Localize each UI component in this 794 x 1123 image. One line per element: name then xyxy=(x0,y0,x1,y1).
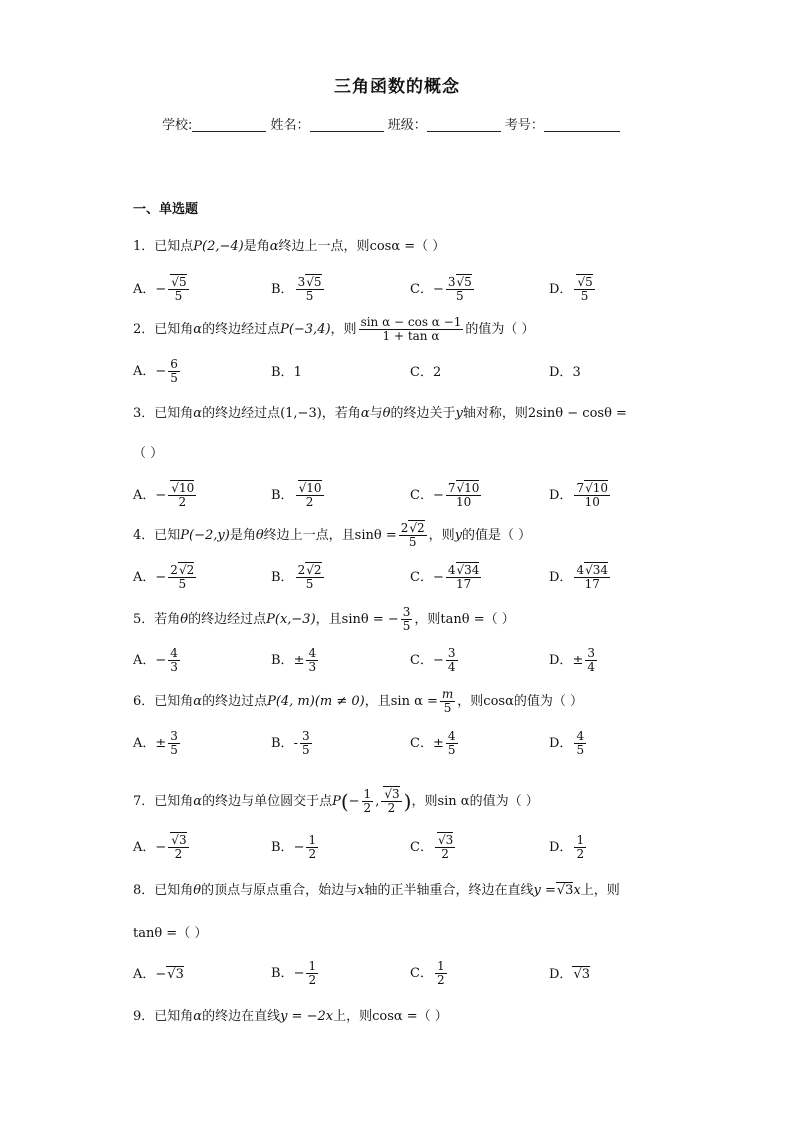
q8-option-d[interactable] xyxy=(549,966,590,984)
fraction-denominator: 2 xyxy=(436,973,445,988)
q7-point-x xyxy=(362,788,374,815)
fraction-numerator: sin α − cos α −1 xyxy=(360,315,462,329)
q3-alpha: α xyxy=(360,406,370,421)
q5-expr: sinθ = − xyxy=(341,612,399,628)
q5-fraction xyxy=(401,606,413,633)
name-label: 姓名： xyxy=(270,118,310,133)
q4-expr: sinθ = xyxy=(354,528,397,544)
fraction-denominator: 2 xyxy=(308,847,317,862)
option-fraction xyxy=(574,482,610,509)
question-5 xyxy=(133,606,515,633)
school-blank[interactable] xyxy=(192,117,266,132)
fraction-numerator: √ 3 xyxy=(383,786,399,801)
q4-point: P(−2,y) xyxy=(180,528,230,544)
q4-text: 4．已知 xyxy=(133,528,181,544)
q3-expr: 2sinθ − cosθ = xyxy=(527,406,627,421)
q4-option-a[interactable] xyxy=(133,564,198,591)
class-blank[interactable] xyxy=(427,117,501,132)
fraction-denominator: 2 xyxy=(441,847,449,862)
number-label: 考号： xyxy=(504,118,544,133)
q5-text: ，则 xyxy=(414,612,441,628)
q6-option-a[interactable] xyxy=(133,730,182,757)
option-letter: C． xyxy=(410,282,433,298)
option-fraction xyxy=(446,564,482,591)
q6-expr: cosα xyxy=(483,694,514,710)
option-sign: − xyxy=(432,653,444,669)
q5-expr: tanθ =（ ） xyxy=(440,612,515,628)
option-letter: A． xyxy=(133,570,156,586)
question-3-line2: （ ） xyxy=(133,446,164,461)
option-letter: D． xyxy=(549,282,573,298)
fraction-denominator: 2 xyxy=(576,847,585,862)
option-fraction xyxy=(168,276,188,303)
option-sign: ± xyxy=(155,736,167,752)
fraction-numerator: 1 xyxy=(308,833,317,847)
fraction-numerator: 4 xyxy=(576,729,585,743)
option-sign: − xyxy=(155,967,167,982)
school-label: 学校: xyxy=(162,118,193,133)
option-sign: − xyxy=(155,488,167,504)
q7-point-y xyxy=(381,788,401,815)
option-letter: A． xyxy=(133,967,156,982)
q7-alpha: α xyxy=(193,794,203,810)
q6-fraction xyxy=(440,688,455,715)
q5-option-a[interactable] xyxy=(133,647,182,674)
q4-text: 终边上一点，且 xyxy=(263,528,355,544)
option-fraction xyxy=(296,276,324,303)
option-fraction xyxy=(574,730,586,757)
fraction-numerator: 4√ 34 xyxy=(576,562,608,577)
option-sign: − xyxy=(155,282,167,298)
option-fraction xyxy=(306,647,318,674)
q1-expr: cosα =（ ） xyxy=(369,239,446,254)
q7-text: 7．已知角 xyxy=(133,794,194,810)
fraction-numerator: √ 10 xyxy=(170,480,194,495)
q7-option-c[interactable] xyxy=(410,834,457,861)
fraction-denominator: 5 xyxy=(408,535,417,550)
option-fraction xyxy=(300,730,312,757)
fraction-numerator: √ 5 xyxy=(576,274,592,289)
q1-text: 1．已知点 xyxy=(133,239,194,254)
option-letter: C． xyxy=(410,840,433,856)
option-letter: D． xyxy=(549,488,573,504)
option-letter: C． xyxy=(410,966,433,982)
fraction-numerator: 4 xyxy=(170,646,178,660)
fraction-numerator: m xyxy=(441,687,454,701)
option-fraction xyxy=(306,960,318,987)
option-sign: − xyxy=(432,488,444,504)
option-letter: A． xyxy=(133,364,156,380)
q4-text: 的值是（ ） xyxy=(462,528,532,544)
q2-alpha: α xyxy=(193,322,203,338)
fraction-denominator: 5 xyxy=(456,289,464,304)
q5-option-b[interactable] xyxy=(271,647,320,674)
q9-text: 的终边在直线 xyxy=(202,1009,281,1024)
option-fraction xyxy=(168,358,180,385)
fraction-numerator: √ 5 xyxy=(170,274,186,289)
fraction-denominator: 2 xyxy=(174,847,183,862)
q3-theta: θ xyxy=(382,406,391,421)
question-2 xyxy=(133,316,535,343)
fraction-numerator: 2√ 2 xyxy=(401,520,425,535)
q9-text: 上，则 xyxy=(333,1009,373,1024)
fraction-denominator: 3 xyxy=(170,660,178,675)
q3-text: 与 xyxy=(369,406,383,421)
fraction-numerator: 7√ 10 xyxy=(448,480,480,495)
option-sign: ± xyxy=(432,736,444,752)
q6-expr: sin α = xyxy=(390,694,438,710)
q4-fraction xyxy=(399,522,427,549)
option-value: 3 xyxy=(572,365,581,380)
q8-text: 上，则 xyxy=(580,883,620,898)
fraction-numerator: 1 xyxy=(576,833,585,847)
q8-x: x xyxy=(357,883,365,898)
question-8-line2: tanθ =（ ） xyxy=(133,926,208,941)
option-letter: D． xyxy=(549,653,573,669)
q2-point: P(−3,4) xyxy=(280,322,331,338)
q5-option-c[interactable] xyxy=(410,647,460,674)
fraction-numerator: 1 xyxy=(363,787,372,801)
fraction-denominator: 2 xyxy=(387,801,396,816)
option-fraction xyxy=(296,564,324,591)
option-sign: − xyxy=(432,282,444,298)
fraction-numerator: 3 xyxy=(301,729,310,743)
fraction-denominator: 2 xyxy=(305,495,314,510)
option-letter: D． xyxy=(549,967,573,982)
option-fraction xyxy=(585,647,597,674)
option-letter: C． xyxy=(410,736,433,752)
section-heading: 一、单选题 xyxy=(133,202,199,217)
q7-point-label: P xyxy=(332,794,341,810)
q5-text: 5．若角 xyxy=(133,612,181,628)
option-letter: B． xyxy=(271,488,294,504)
option-fraction xyxy=(168,564,196,591)
fraction-numerator: 1 xyxy=(436,959,445,973)
option-fraction xyxy=(168,730,180,757)
option-fraction xyxy=(446,647,458,674)
fraction-denominator: 4 xyxy=(447,660,456,675)
question-3 xyxy=(133,405,627,423)
student-info-line xyxy=(162,114,642,133)
option-fraction xyxy=(446,482,482,509)
q1-text: 是角 xyxy=(243,239,270,254)
q3-text: 3．已知角 xyxy=(133,406,194,421)
q8-option-a[interactable] xyxy=(133,966,184,984)
option-fraction xyxy=(296,482,324,509)
q2-option-a[interactable] xyxy=(133,358,182,385)
option-fraction xyxy=(168,834,188,861)
q2-option-b[interactable] xyxy=(271,364,302,382)
q6-point: P(4, m)(m ≠ 0) xyxy=(267,694,365,710)
question-1 xyxy=(133,238,445,256)
option-sign: − xyxy=(155,364,167,380)
q5-point: P(x,−3) xyxy=(266,612,316,628)
fraction-denominator: 2 xyxy=(308,973,317,988)
q1-option-d[interactable] xyxy=(549,276,597,303)
fraction-denominator: 5 xyxy=(305,289,314,304)
q5-theta: θ xyxy=(180,612,189,628)
q9-alpha: α xyxy=(193,1009,203,1024)
q7-option-a[interactable] xyxy=(133,834,191,861)
q8-text: 的顶点与原点重合，始边与 xyxy=(201,883,358,898)
option-letter: B． xyxy=(271,653,294,669)
q6-text: ，则 xyxy=(457,694,484,710)
q1-option-a[interactable] xyxy=(133,276,191,303)
q3-option-d[interactable] xyxy=(549,482,612,509)
q7-option-b[interactable] xyxy=(271,834,320,861)
option-letter: C． xyxy=(410,570,433,586)
q6-text: 6．已知角 xyxy=(133,694,194,710)
option-fraction xyxy=(574,564,610,591)
fraction-numerator: 3 xyxy=(587,646,595,660)
name-blank[interactable] xyxy=(310,117,384,132)
option-sign: − xyxy=(432,570,444,586)
option-sign: ± xyxy=(293,653,305,669)
fraction-numerator: 7√ 10 xyxy=(576,480,608,495)
option-sign: ± xyxy=(572,653,584,669)
fraction-denominator: 5 xyxy=(447,743,456,758)
q7-expr: sin α xyxy=(437,794,470,810)
option-letter: B． xyxy=(271,840,294,856)
option-fraction xyxy=(306,834,318,861)
option-sign: − xyxy=(293,966,305,982)
q1-point: P(2,−4) xyxy=(193,239,244,254)
q6-option-d[interactable] xyxy=(549,730,588,757)
option-letter: B． xyxy=(271,736,294,752)
q1-text: 终边上一点，则 xyxy=(278,239,370,254)
option-letter: D． xyxy=(549,365,573,380)
fraction-denominator: 5 xyxy=(580,289,589,304)
option-fraction xyxy=(574,834,586,861)
q4-option-d[interactable] xyxy=(549,564,612,591)
fraction-denominator: 5 xyxy=(305,577,314,592)
q3-y: y xyxy=(455,406,463,421)
question-4 xyxy=(133,522,531,549)
fraction-denominator: 2 xyxy=(178,495,187,510)
q5-option-d[interactable] xyxy=(549,647,599,674)
q4-option-c[interactable] xyxy=(410,564,483,591)
q6-text: 的终边过点 xyxy=(202,694,268,710)
option-letter: C． xyxy=(410,653,433,669)
fraction-denominator: 10 xyxy=(584,495,600,510)
q7-text: ，则 xyxy=(411,794,438,810)
option-letter: A． xyxy=(133,653,156,669)
fraction-denominator: 2 xyxy=(363,801,372,816)
option-letter: D． xyxy=(549,840,573,856)
fraction-numerator: 4 xyxy=(447,729,456,743)
option-letter: A． xyxy=(133,840,156,856)
fraction-numerator: 3 xyxy=(447,646,456,660)
option-fraction xyxy=(435,834,455,861)
fraction-denominator: 5 xyxy=(301,743,310,758)
q1-alpha: α xyxy=(269,239,279,254)
q3-option-b[interactable] xyxy=(271,482,326,509)
q4-text: 是角 xyxy=(229,528,256,544)
fraction-numerator: √ 3 xyxy=(437,832,453,847)
question-6 xyxy=(133,688,583,715)
option-letter: C． xyxy=(410,488,433,504)
q8-x: x xyxy=(573,883,581,898)
question-7: 7．已知角α的终边与单位圆交于点P(− $\frac{1}{2}$ , √ $\frac{3}{2}$ )，则sin α的值为（ ） xyxy=(133,788,539,815)
option-fraction xyxy=(168,482,196,509)
fraction-numerator: 4 xyxy=(308,646,317,660)
q2-option-d[interactable] xyxy=(549,364,581,382)
number-blank[interactable] xyxy=(544,117,620,132)
q9-line-eq: y = −2x xyxy=(280,1009,334,1024)
option-fraction xyxy=(435,960,447,987)
fraction-denominator: 5 xyxy=(178,577,187,592)
fraction-numerator: 3 xyxy=(170,729,178,743)
fraction-denominator: 4 xyxy=(587,660,595,675)
option-sign: − xyxy=(155,840,167,856)
q7-text: 的值为（ ） xyxy=(469,794,539,810)
q2-option-c[interactable] xyxy=(410,364,441,382)
q7-option-d[interactable] xyxy=(549,834,588,861)
option-radical: √ 3 xyxy=(166,966,184,982)
fraction-numerator: √ 3 xyxy=(170,832,186,847)
fraction-denominator: 5 xyxy=(170,371,178,386)
option-letter: A． xyxy=(133,736,156,752)
question-9 xyxy=(133,1008,448,1026)
fraction-numerator: 2√ 2 xyxy=(170,562,194,577)
q3-text: 轴对称，则 xyxy=(462,406,528,421)
fraction-denominator: 5 xyxy=(443,701,452,716)
option-letter: D． xyxy=(549,570,573,586)
q3-alpha: α xyxy=(193,406,203,421)
q3-text: 的终边经过点 xyxy=(202,406,281,421)
fraction-numerator: √ 10 xyxy=(298,480,322,495)
q3-text: 的终边关于 xyxy=(390,406,456,421)
q8-theta: θ xyxy=(193,883,202,898)
option-fraction xyxy=(446,276,474,303)
q6-option-c[interactable] xyxy=(410,730,460,757)
q8-text: 8．已知角 xyxy=(133,883,194,898)
q2-fraction xyxy=(359,316,464,343)
option-letter: B． xyxy=(271,282,294,298)
fraction-numerator: 6 xyxy=(170,357,178,371)
option-fraction xyxy=(446,730,458,757)
q8-option-b[interactable] xyxy=(271,960,320,987)
fraction-denominator: 10 xyxy=(456,495,472,510)
page-title: 三角函数的概念 xyxy=(334,77,460,97)
q7-text: 的终边与单位圆交于点 xyxy=(202,794,333,810)
q2-text: 的终边经过点 xyxy=(202,322,281,338)
option-letter: C． xyxy=(410,365,433,380)
option-radical: √ 3 xyxy=(572,966,590,982)
q5-text: 的终边经过点 xyxy=(188,612,267,628)
option-letter: B． xyxy=(271,570,294,586)
q8-radical: √ 3 xyxy=(556,882,574,898)
option-sign: - xyxy=(293,736,298,752)
option-value: 2 xyxy=(432,365,442,380)
fraction-numerator: 3 xyxy=(402,605,411,619)
q4-text: ，则 xyxy=(428,528,455,544)
q4-y: y xyxy=(454,528,463,544)
q8-option-c[interactable] xyxy=(410,960,449,987)
q3-text: ，若角 xyxy=(321,406,361,421)
option-sign: − xyxy=(293,840,305,856)
fraction-denominator: 5 xyxy=(576,743,585,758)
q2-text: 的值为（ ） xyxy=(465,322,535,338)
option-letter: B． xyxy=(271,365,294,380)
q2-text: 2．已知角 xyxy=(133,322,194,338)
fraction-denominator: 17 xyxy=(456,577,472,592)
option-letter: A． xyxy=(133,282,156,298)
fraction-numerator: 4√ 34 xyxy=(448,562,480,577)
option-letter: A． xyxy=(133,488,156,504)
q1-option-b[interactable] xyxy=(271,276,326,303)
fraction-numerator: 3√ 5 xyxy=(298,274,322,289)
q6-option-b[interactable] xyxy=(271,730,314,757)
q6-text: ，且 xyxy=(364,694,391,710)
q9-text: 9．已知角 xyxy=(133,1009,194,1024)
q3-option-c[interactable] xyxy=(410,482,483,509)
q9-expr: cosα =（ ） xyxy=(372,1009,448,1024)
q6-text: 的值为（ ） xyxy=(513,694,583,710)
option-fraction xyxy=(574,276,594,303)
q3-option-a[interactable] xyxy=(133,482,198,509)
q8-text: 轴的正半轴重合，终边在直线 xyxy=(364,883,534,898)
fraction-denominator: 1 + tan α xyxy=(382,329,440,344)
option-fraction xyxy=(168,647,180,674)
q2-text: ，则 xyxy=(330,322,357,338)
question-8 xyxy=(133,882,620,900)
option-letter: D． xyxy=(549,736,573,752)
fraction-denominator: 17 xyxy=(584,577,600,592)
fraction-denominator: 3 xyxy=(308,660,317,675)
class-label: 班级： xyxy=(387,118,427,133)
fraction-denominator: 5 xyxy=(170,743,178,758)
q5-text: ，且 xyxy=(315,612,342,628)
q4-theta: θ xyxy=(255,528,264,544)
fraction-numerator: 2√ 2 xyxy=(298,562,322,577)
option-value: 1 xyxy=(293,365,302,380)
fraction-numerator: 1 xyxy=(308,959,317,973)
option-sign: − xyxy=(155,653,167,669)
q3-point: (1,−3) xyxy=(280,406,322,421)
fraction-numerator: 3√ 5 xyxy=(448,274,472,289)
fraction-denominator: 5 xyxy=(402,619,411,634)
option-letter: B． xyxy=(271,966,294,982)
q6-alpha: α xyxy=(193,694,203,710)
q4-option-b[interactable] xyxy=(271,564,326,591)
q8-expr: y = xyxy=(533,883,556,898)
q1-option-c[interactable] xyxy=(410,276,476,303)
fraction-denominator: 5 xyxy=(174,289,183,304)
option-sign: − xyxy=(155,570,167,586)
